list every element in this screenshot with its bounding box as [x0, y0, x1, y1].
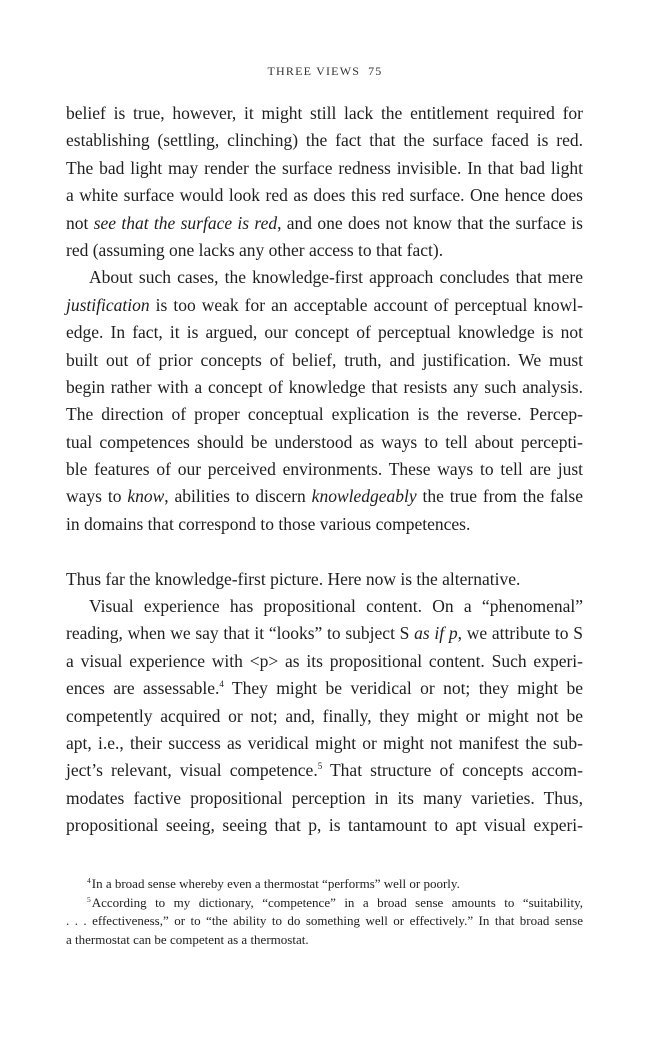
text-line: propositional seeing, seeing that p, is tantamount to apt visual experi-: [66, 815, 583, 836]
page-number: 75: [368, 64, 383, 78]
text-line: a white surface would look red as does this red surface. One hence does: [66, 185, 583, 206]
text-span: reading, when we say that it “looks” to subject S: [66, 623, 415, 644]
paragraph-3: [66, 566, 583, 593]
running-head: [0, 64, 650, 79]
footnote-5: [66, 894, 583, 913]
footnote-text: According to my dictionary, “competence” in a broad sense amounts to “suitability,: [91, 894, 583, 910]
footnote-number: 5: [87, 894, 91, 904]
text-line: The direction of proper conceptual explication is the reverse. Percep-: [66, 404, 583, 425]
text-span: , and one does not know that the surface is: [277, 212, 583, 233]
text-span: That structure of concepts accom-: [322, 760, 583, 781]
footnote-line: . . . effectiveness,” or to “the ability to do something well or effectively.” In that broad sense: [66, 913, 583, 928]
text-line: ble features of our perceived environments. These ways to tell are just: [66, 459, 583, 480]
text-span: They might be veridical or not; they might be: [223, 678, 583, 699]
emphasis-text: know: [127, 486, 165, 507]
text-line: competently acquired or not; and, finally, they might or might not be: [66, 705, 583, 726]
emphasis-text: knowledgeably: [311, 486, 417, 507]
text-line: in domains that correspond to those various competences.: [66, 513, 471, 534]
emphasis-text: justification: [66, 294, 150, 315]
text-line: tual competences should be understood as ways to tell about percepti-: [66, 431, 583, 452]
text-line: Visual experience has propositional content. On a “phenomenal”: [89, 596, 583, 617]
paragraph-4: [66, 593, 583, 840]
text-line: edge. In fact, it is argued, our concept of perceptual knowledge is not: [66, 322, 583, 343]
text-line: The bad light may render the surface redness invisible. In that bad light: [66, 157, 583, 178]
text-span: not: [66, 212, 94, 233]
text-line: apt, i.e., their success as veridical might or might not manifest the sub-: [66, 732, 583, 753]
body-text: [66, 100, 583, 840]
footnote-ref-5[interactable]: 5: [317, 761, 323, 772]
text-line: [66, 483, 583, 510]
section-break: [66, 538, 583, 565]
footnote-number: 4: [87, 876, 91, 885]
text-line: Thus far the knowledge-first picture. Here now is the alternative.: [66, 568, 521, 589]
text-line: modates factive propositional perception in its many varieties. Thus,: [66, 787, 583, 808]
emphasis-text: as if p: [414, 623, 458, 644]
paragraph-1: [66, 100, 583, 264]
text-span: the true from the false: [416, 486, 583, 507]
footnote-text: In a broad sense whereby even a thermostat “performs” well or poorly.: [91, 876, 460, 891]
text-line: [66, 675, 583, 702]
text-line: [66, 292, 583, 319]
text-line: a visual experience with <p> as its propositional content. Such experi-: [66, 650, 583, 671]
text-line: belief is true, however, it might still lack the entitlement required for: [66, 103, 583, 123]
footnote-ref-4[interactable]: 4: [219, 679, 224, 690]
text-line: [66, 620, 583, 647]
text-line: begin rather with a concept of knowledge that resists any such analysis.: [66, 376, 583, 397]
footnote-line: a thermostat can be competent as a thermostat.: [66, 931, 309, 947]
text-line: [66, 757, 583, 784]
text-line: red (assuming one lacks any other access to that fact).: [66, 239, 444, 260]
footnote-4: [66, 875, 583, 894]
footnotes: [66, 875, 583, 949]
text-line: establishing (settling, clinching) the fact that the surface faced is red.: [66, 130, 583, 151]
text-span: ences are assessable.: [66, 678, 220, 699]
paragraph-2: [66, 264, 583, 538]
text-span: is too weak for an acceptable account of perceptual knowl-: [149, 294, 583, 315]
text-line: About such cases, the knowledge-first approach concludes that mere: [89, 267, 583, 288]
emphasis-text: see that the surface is red: [93, 212, 278, 233]
text-span: ject’s relevant, visual competence.: [66, 760, 318, 781]
text-span: , abilities to discern: [164, 486, 312, 507]
running-head-title: THREE VIEWS: [267, 64, 361, 78]
text-line: [66, 210, 583, 237]
text-line: built out of prior concepts of belief, truth, and justification. We must: [66, 349, 583, 370]
text-span: , we attribute to S: [457, 623, 583, 644]
text-span: ways to: [66, 486, 128, 507]
